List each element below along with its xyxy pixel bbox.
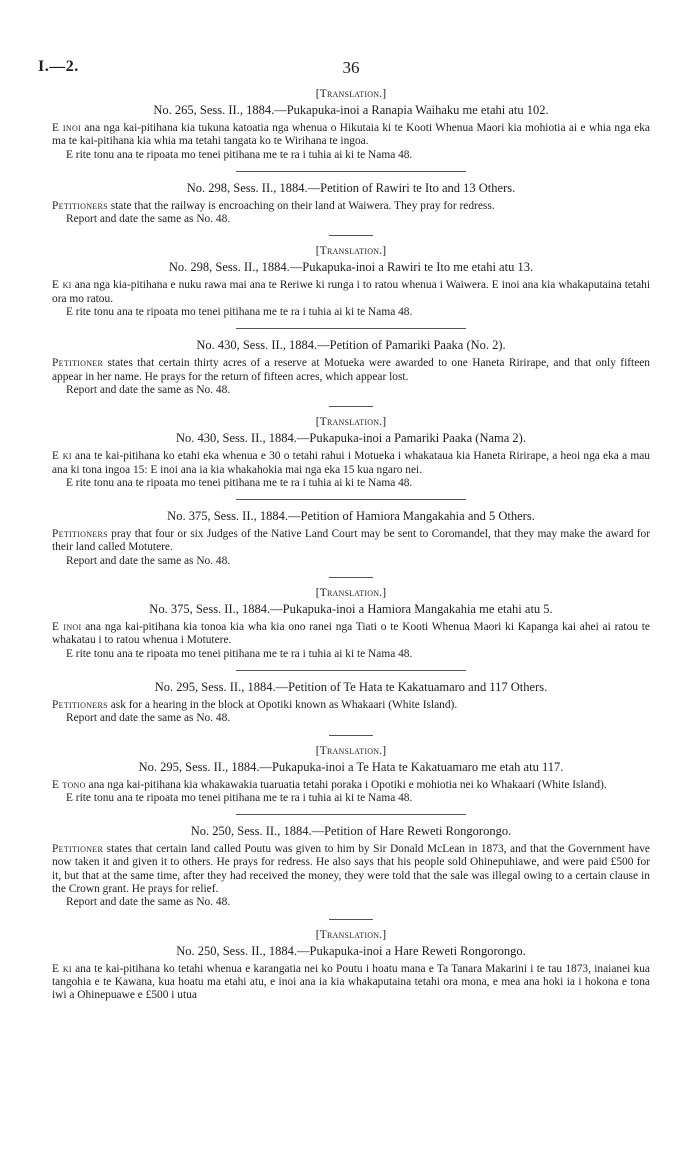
petition-text: ana nga kai-pitihana kia tukuna katoatia nga whenua o Hikutaia ki te Kooti Whenua Maori kia mohiotia ai e whia nga eka ma te kai-pitihana kia whia ma tetahi tangata ko te Wirihana te ingoa.: [52, 122, 650, 148]
petition-body: [52, 699, 650, 712]
translation-label: [Translation.]: [315, 587, 387, 600]
petition-heading: No. 375, Sess. II., 1884.—Petition of Hamiora Mangakahia and 5 Others.: [167, 509, 535, 524]
petition-body: [52, 779, 650, 792]
petition-heading: No. 250, Sess. II., 1884.—Pukapuka-inoi a Hare Reweti Rongorongo.: [176, 943, 526, 958]
report-line: Report and date the same as No. 48.: [66, 712, 231, 725]
translation-label: [Translation.]: [315, 744, 387, 757]
report-line: Report and date the same as No. 48.: [66, 383, 231, 396]
translation-label: [Translation.]: [315, 245, 387, 258]
petition-lead-words: E ki: [52, 962, 72, 975]
petition-text: ana te kai-pitihana ko etahi eka whenua e 30 o tetahi rahui i Motueka i whakataua kia Haneta Ririrape, a heoi nga eka a mau ana ki tona ingoa 15: E inoi ana ia kia whakahokia mai nga eka 15 kua ngaro nei.: [52, 450, 650, 476]
petition-heading: No. 250, Sess. II., 1884.—Petition of Hare Reweti Rongorongo.: [190, 824, 512, 839]
petition-text: ana nga kai-pitihana kia tonoa kia wha kia ono ranei nga Tiati o te Kooti Whenua Maori ki Kapanga kai ahei ai ratou te whakatau i to ratou whenua i Motutere.: [52, 621, 650, 647]
petition-entry: [52, 509, 650, 568]
petition-body: [52, 621, 650, 648]
petition-entry: [52, 745, 650, 806]
petition-lead-words: E tono: [52, 778, 86, 791]
petition-body: [52, 450, 650, 477]
petition-lead-words: E ki: [52, 450, 72, 463]
petition-body: [52, 357, 650, 384]
page-number: 36: [342, 58, 360, 77]
petition-entry: [52, 88, 650, 162]
petition-entry: [52, 587, 650, 661]
section-divider: [329, 577, 373, 578]
petition-entry: [52, 245, 650, 319]
section-divider: [329, 735, 373, 736]
petition-body: [52, 122, 650, 149]
report-line: E rite tonu ana te ripoata mo tenei pitihana me te ra i tuhia ai ki te Nama 48.: [66, 306, 413, 319]
petition-heading: No. 295, Sess. II., 1884.—Pukapuka-inoi a Te Hata te Kakatuamaro me etah atu 117.: [138, 759, 564, 774]
petition-entry: [52, 416, 650, 490]
running-header: [38, 58, 650, 82]
petition-text: ana nga kia-pitihana e nuku rawa mai ana te Reriwe ki runga i to ratou whenua i Waiwera. E inoi ana kia whakaputaina tetahi ora mo ratou.: [52, 279, 650, 305]
petition-entry: [52, 181, 650, 227]
petition-heading: No. 375, Sess. II., 1884.—Pukapuka-inoi a Hamiora Mangakahia me etahi atu 5.: [149, 602, 553, 617]
report-line: E rite tonu ana te ripoata mo tenei pitihana me te ra i tuhia ai ki te Nama 48.: [66, 791, 413, 804]
petition-body: [52, 279, 650, 306]
report-line: Report and date the same as No. 48.: [66, 213, 231, 226]
petition-lead-words: E inoi: [52, 621, 82, 634]
section-divider: [236, 499, 466, 500]
petition-heading: No. 298, Sess. II., 1884.—Petition of Rawiri te Ito and 13 Others.: [186, 180, 516, 195]
report-line: Report and date the same as No. 48.: [66, 554, 231, 567]
petition-text: states that certain thirty acres of a reserve at Motueka were awarded to one Haneta Ririrape, and that only fifteen appear in her name. He prays for the return of fifteen acres, which appear lost.: [52, 357, 650, 383]
petition-lead-words: E ki: [52, 279, 72, 292]
petition-entry: [52, 929, 650, 1003]
section-divider: [329, 235, 373, 236]
petition-text: pray that four or six Judges of the Native Land Court may be sent to Coromandel, that they may make the award for their land called Motutere.: [52, 528, 650, 554]
petition-text: ask for a hearing in the block at Opotiki known as Whakaari (White Island).: [107, 698, 458, 711]
petition-body: [52, 843, 650, 896]
petition-text: ana nga kai-pitihana kia whakawakia tuaruatia tetahi poraka i Opotiki e mohiotia nei ko Whakaari (White Island).: [85, 778, 607, 791]
petition-lead-words: E inoi: [52, 122, 81, 134]
petition-list: [52, 88, 650, 1003]
report-line: E rite tonu ana te ripoata mo tenei pitihana me te ra i tuhia ai ki te Nama 48.: [66, 476, 413, 489]
section-divider: [236, 814, 466, 815]
petition-lead-words: Petitioners: [52, 528, 108, 541]
petition-heading: No. 265, Sess. II., 1884.—Pukapuka-inoi a Ranapia Waihaku me etahi atu 102.: [153, 103, 549, 117]
petition-heading: No. 295, Sess. II., 1884.—Petition of Te Hata te Kakatuamaro and 117 Others.: [154, 679, 548, 694]
translation-label: [Translation.]: [315, 416, 387, 429]
petition-entry: [52, 824, 650, 909]
report-line: E rite tonu ana te ripoata mo tenei pitihana me te ra i tuhia ai ki te Nama 48.: [66, 647, 413, 660]
petition-heading: No. 298, Sess. II., 1884.—Pukapuka-inoi a Rawiri te Ito me etahi atu 13.: [168, 260, 534, 275]
petition-text: ana te kai-pitihana ko tetahi whenua e karangatia nei ko Poutu i hoatu mana e Ta Tanara Makarini i te tau 1873, inaianei kua tangohia e te Kawana, kua hoatu ma etahi atu, e inoi ana ia kia whakaputaina tetahi ora mona, e mea ana hoki ia i hokona e tona iwi a Ohinepuawe e £500 i utua: [52, 962, 650, 1002]
report-line: E rite tonu ana te ripoata mo tenei pitihana me te ra i tuhia ai ki te Nama 48.: [66, 148, 413, 161]
section-divider: [236, 171, 466, 172]
petition-heading: No. 430, Sess. II., 1884.—Pukapuka-inoi a Pamariki Paaka (Nama 2).: [176, 431, 526, 446]
report-line: Report and date the same as No. 48.: [66, 896, 231, 909]
petition-lead-words: Petitioner: [52, 843, 104, 856]
petition-text: states that certain land called Poutu was given to him by Sir Donald McLean in 1873, and that the Government have now taken it and given it to others. He prays for redress. He also says that his people sold Ohinepuhiawe, and were paid £500 for it, but that at the same time, after they had received the money, they were told that the sale was illegal owing to a certain clause in the Crown grant. He prays for relief.: [52, 843, 650, 896]
petition-body: [52, 200, 650, 213]
document-reference: I.—2.: [38, 58, 79, 75]
section-divider: [236, 328, 466, 329]
petition-body: [52, 528, 650, 555]
translation-label: [Translation.]: [315, 928, 387, 941]
petition-entry: [52, 680, 650, 726]
section-divider: [236, 670, 466, 671]
section-divider: [329, 919, 373, 920]
petition-heading: No. 430, Sess. II., 1884.—Petition of Pamariki Paaka (No. 2).: [196, 338, 506, 353]
petition-lead-words: Petitioners: [52, 199, 108, 212]
section-divider: [329, 406, 373, 407]
petition-body: [52, 963, 650, 1003]
translation-label: [Translation.]: [315, 88, 387, 100]
petition-lead-words: Petitioners: [52, 698, 108, 711]
petition-lead-words: Petitioner: [52, 357, 104, 370]
petition-entry: [52, 338, 650, 397]
petition-text: state that the railway is encroaching on their land at Waiwera. They pray for redress.: [107, 199, 495, 212]
